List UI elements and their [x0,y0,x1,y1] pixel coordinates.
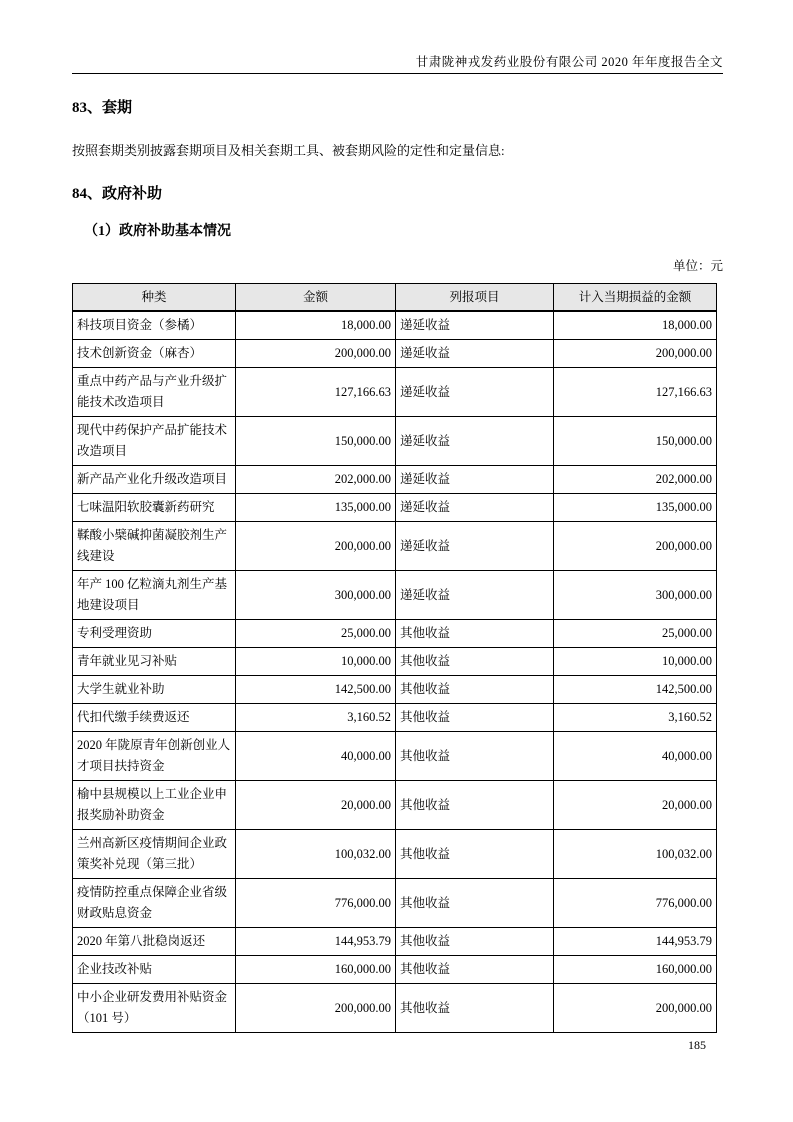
amount-cell: 135,000.00 [236,494,396,522]
page-header [72,0,723,74]
pnl-amount-cell: 150,000.00 [554,417,717,466]
subsidy-type-cell: 技术创新资金（麻杏） [73,340,236,368]
amount-cell: 25,000.00 [236,620,396,648]
unit-label: 单位：元 [672,259,723,273]
column-header: 金额 [236,284,396,312]
pnl-amount-cell: 300,000.00 [554,571,717,620]
table-row [73,522,717,571]
amount-cell: 150,000.00 [236,417,396,466]
amount-cell: 10,000.00 [236,648,396,676]
subsidy-type-cell: 中小企业研发费用补贴资金（101 号） [73,984,236,1033]
report-item-cell: 递延收益 [396,494,554,522]
amount-cell: 40,000.00 [236,732,396,781]
pnl-amount-cell: 144,953.79 [554,928,717,956]
section-83-body-text: 按照套期类别披露套期项目及相关套期工具、被套期风险的定性和定量信息: [72,143,505,158]
report-item-cell: 其他收益 [396,928,554,956]
pnl-amount-cell: 3,160.52 [554,704,717,732]
amount-cell: 202,000.00 [236,466,396,494]
amount-cell: 3,160.52 [236,704,396,732]
table-row [73,340,717,368]
amount-cell: 300,000.00 [236,571,396,620]
report-item-cell: 递延收益 [396,340,554,368]
pnl-amount-cell: 40,000.00 [554,732,717,781]
amount-cell: 20,000.00 [236,781,396,830]
subsidy-type-cell: 2020 年陇原青年创新创业人才项目扶持资金 [73,732,236,781]
report-item-cell: 其他收益 [396,620,554,648]
pnl-amount-cell: 10,000.00 [554,648,717,676]
report-item-cell: 其他收益 [396,956,554,984]
report-item-cell: 其他收益 [396,781,554,830]
page-number: 185 [688,1038,706,1052]
pnl-amount-cell: 200,000.00 [554,984,717,1033]
column-header: 列报项目 [396,284,554,312]
report-item-cell: 其他收益 [396,648,554,676]
subsidy-type-cell: 新产品产业化升级改造项目 [73,466,236,494]
table-row [73,676,717,704]
subsidy-type-cell: 专利受理资助 [73,620,236,648]
amount-cell: 200,000.00 [236,984,396,1033]
table-row [73,368,717,417]
pnl-amount-cell: 25,000.00 [554,620,717,648]
subsidy-type-cell: 科技项目资金（参橘） [73,311,236,340]
pnl-amount-cell: 200,000.00 [554,522,717,571]
report-item-cell: 其他收益 [396,879,554,928]
table-row [73,928,717,956]
table-row [73,648,717,676]
table-row [73,984,717,1033]
table-row [73,732,717,781]
column-header: 计入当期损益的金额 [554,284,717,312]
pnl-amount-cell: 135,000.00 [554,494,717,522]
pnl-amount-cell: 142,500.00 [554,676,717,704]
table-row [73,704,717,732]
subsidy-type-cell: 代扣代缴手续费返还 [73,704,236,732]
amount-cell: 200,000.00 [236,522,396,571]
subsidy-type-cell: 大学生就业补助 [73,676,236,704]
subsidy-type-cell: 兰州高新区疫情期间企业政策奖补兑现（第三批） [73,830,236,879]
table-row [73,830,717,879]
pnl-amount-cell: 18,000.00 [554,311,717,340]
document-page [72,0,723,1033]
report-item-cell: 其他收益 [396,704,554,732]
subsidy-type-cell: 青年就业见习补贴 [73,648,236,676]
report-item-cell: 其他收益 [396,830,554,879]
table-row [73,417,717,466]
subsidy-type-cell: 2020 年第八批稳岗返还 [73,928,236,956]
pnl-amount-cell: 160,000.00 [554,956,717,984]
subsidy-type-cell: 现代中药保护产品扩能技术改造项目 [73,417,236,466]
pnl-amount-cell: 20,000.00 [554,781,717,830]
table-row [73,781,717,830]
table-row [73,620,717,648]
report-item-cell: 递延收益 [396,417,554,466]
section-83-heading: 83、套期 [72,100,133,116]
subsidy-type-cell: 年产 100 亿粒滴丸剂生产基地建设项目 [73,571,236,620]
amount-cell: 18,000.00 [236,311,396,340]
report-item-cell: 递延收益 [396,522,554,571]
subsidy-type-cell: 重点中药产品与产业升级扩能技术改造项目 [73,368,236,417]
table-row [73,879,717,928]
section-84-sub1-heading: （1）政府补助基本情况 [84,224,231,239]
amount-cell: 160,000.00 [236,956,396,984]
subsidy-type-cell: 疫情防控重点保障企业省级财政贴息资金 [73,879,236,928]
report-item-cell: 其他收益 [396,732,554,781]
report-title: 甘肃陇神戎发药业股份有限公司 2020 年年度报告全文 [415,55,723,69]
amount-cell: 100,032.00 [236,830,396,879]
pnl-amount-cell: 127,166.63 [554,368,717,417]
amount-cell: 776,000.00 [236,879,396,928]
table-row [73,956,717,984]
subsidy-type-cell: 企业技改补贴 [73,956,236,984]
report-item-cell: 递延收益 [396,311,554,340]
subsidy-type-cell: 七味温阳软胶囊新药研究 [73,494,236,522]
pnl-amount-cell: 776,000.00 [554,879,717,928]
amount-cell: 144,953.79 [236,928,396,956]
column-header: 种类 [73,284,236,312]
amount-cell: 200,000.00 [236,340,396,368]
report-item-cell: 递延收益 [396,368,554,417]
table-row [73,466,717,494]
table-row [73,571,717,620]
report-item-cell: 递延收益 [396,466,554,494]
pnl-amount-cell: 202,000.00 [554,466,717,494]
subsidy-type-cell: 榆中县规模以上工业企业申报奖励补助资金 [73,781,236,830]
report-item-cell: 其他收益 [396,676,554,704]
subsidy-type-cell: 鞣酸小檗碱抑菌凝胶剂生产线建设 [73,522,236,571]
table-row [73,494,717,522]
section-84-heading: 84、政府补助 [72,186,163,202]
report-item-cell: 其他收益 [396,984,554,1033]
amount-cell: 127,166.63 [236,368,396,417]
pnl-amount-cell: 200,000.00 [554,340,717,368]
table-row [73,311,717,340]
government-subsidy-table [72,283,717,1033]
report-item-cell: 递延收益 [396,571,554,620]
amount-cell: 142,500.00 [236,676,396,704]
table-header-row [73,284,717,312]
pnl-amount-cell: 100,032.00 [554,830,717,879]
